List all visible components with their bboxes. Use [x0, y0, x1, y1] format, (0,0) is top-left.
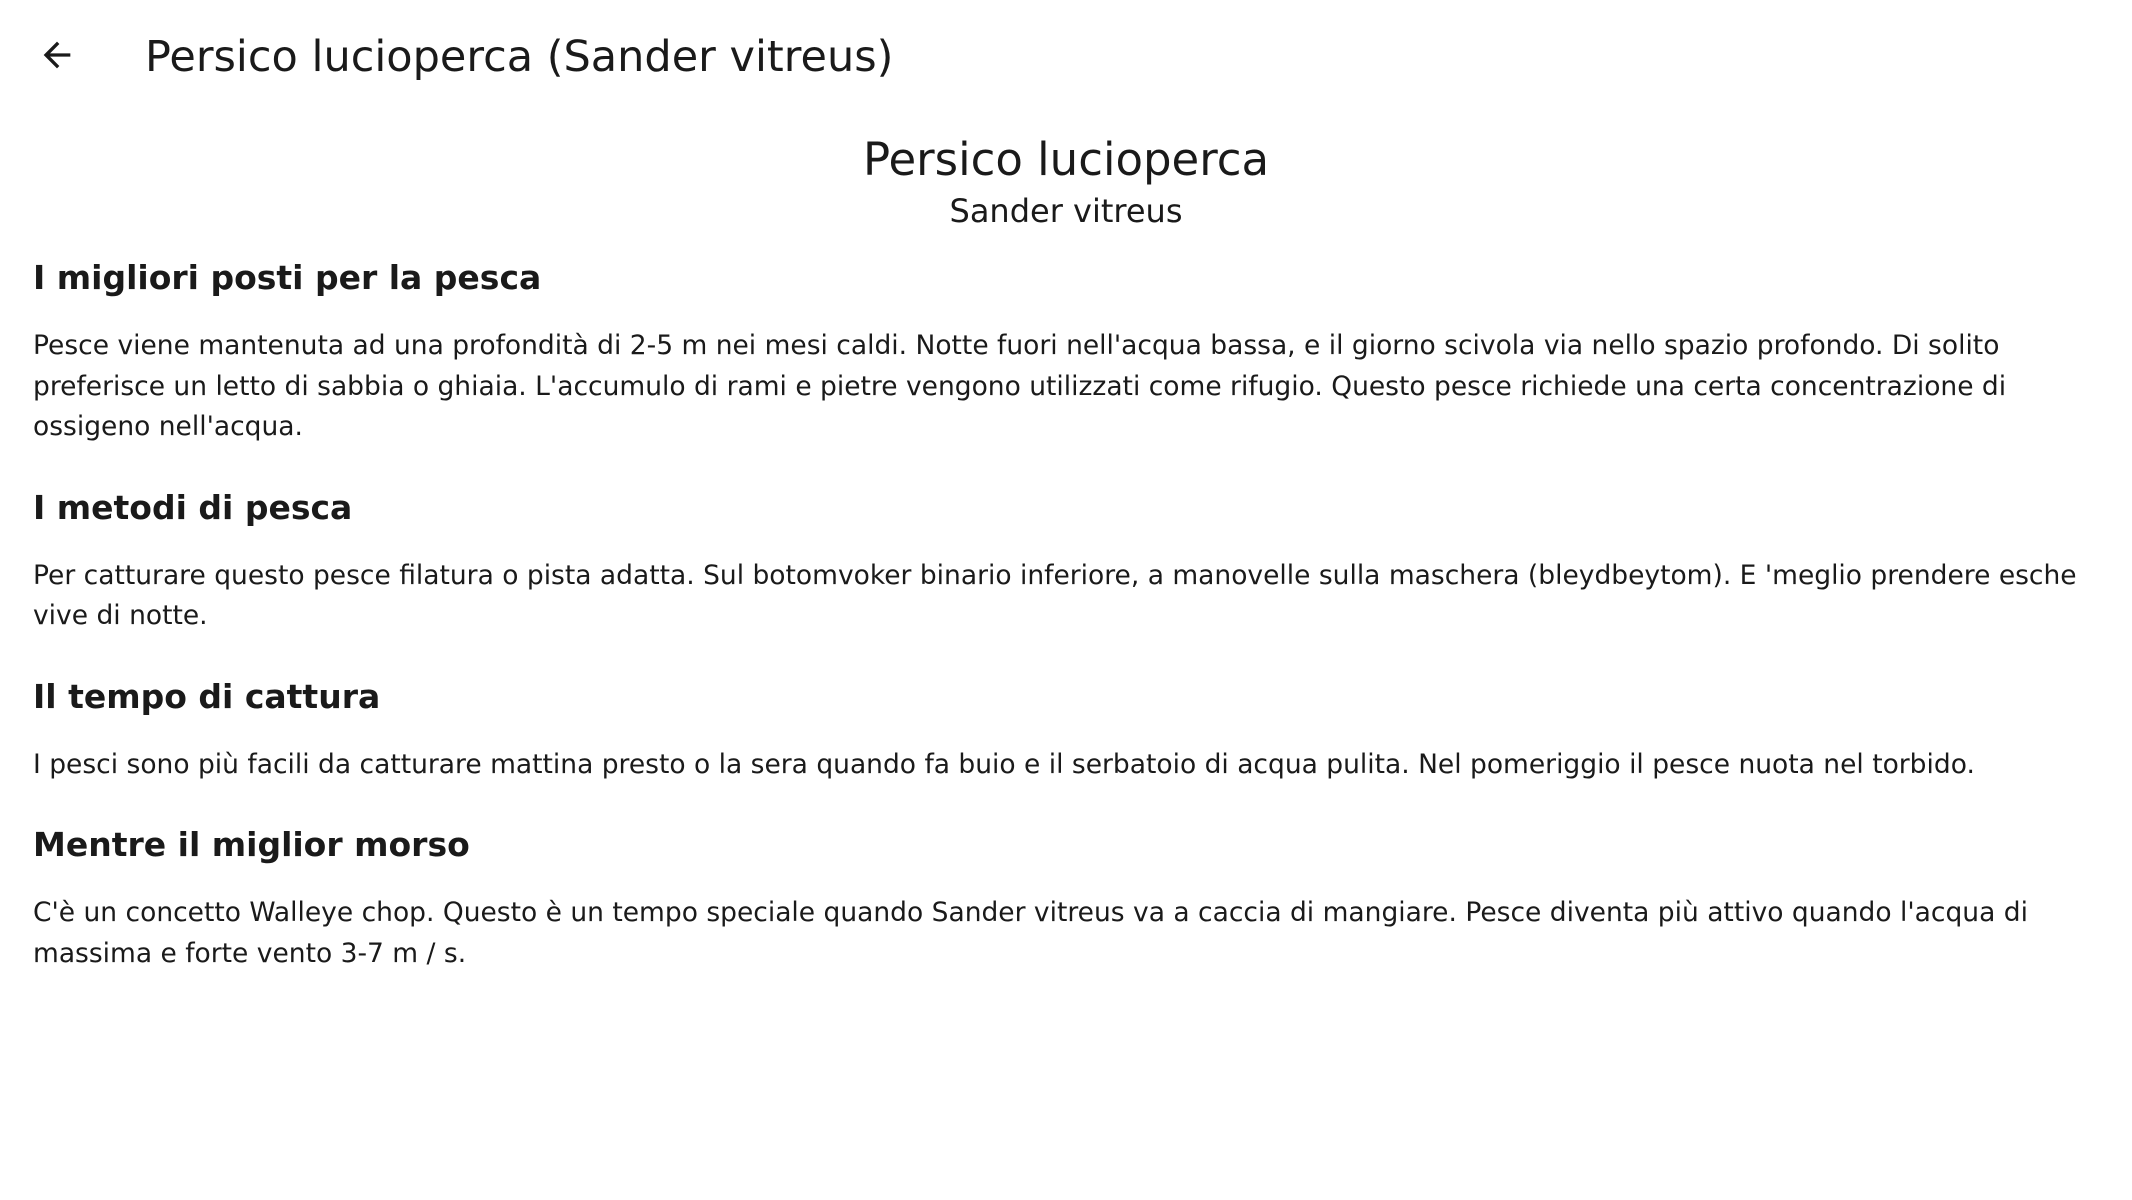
section-heading: Il tempo di cattura	[33, 676, 381, 716]
app-bar	[0, 0, 2132, 114]
section-heading: I migliori posti per la pesca	[33, 258, 542, 297]
section-fishing-methods	[33, 484, 2099, 637]
section-best-places	[33, 254, 2099, 448]
fish-name: Persico lucioperca	[862, 133, 1270, 186]
section-heading: I metodi di pesca	[33, 487, 353, 527]
section-text: C'è un concetto Walleye chop. Questo è un tempo speciale quando Sander vitreus va a caccia di mangiare. Pesce diventa più attivo quando l'acqua di massima e forte vento 3-7 m / s.	[33, 897, 2028, 969]
section-text: Per catturare questo pesce filatura o pista adatta. Sul botomvoker binario inferiore, a manovelle sulla maschera (bleydbeytom). E 'meglio prendere esche vive di notte.	[33, 559, 2077, 631]
section-text: Pesce viene mantenuta ad una profondità di 2-5 m nei mesi caldi. Notte fuori nell'acqua bassa, e il giorno scivola via nello spazio profondo. Di solito preferisce un letto di sabbia o ghiaia. L'accumulo di rami e pietre vengono utilizzati come rifugio. Questo pesce richiede una certa concentrazione di ossigeno nell'acqua.	[33, 330, 2007, 442]
section-heading: Mentre il miglior morso	[33, 825, 470, 864]
section-text: I pesci sono più facili da catturare mattina presto o la sera quando fa buio e il serbatoio di acqua pulita. Nel pomeriggio il pesce nuota nel torbido.	[33, 748, 1975, 780]
arrow-left-icon	[37, 35, 77, 75]
page-title: Persico lucioperca (Sander vitreus)	[145, 32, 894, 82]
section-best-bite	[33, 821, 2099, 974]
section-catch-time	[33, 673, 2099, 786]
back-button[interactable]	[22, 20, 92, 90]
fish-detail-content	[33, 130, 2099, 1010]
fish-latin-name: Sander vitreus	[949, 192, 1183, 230]
